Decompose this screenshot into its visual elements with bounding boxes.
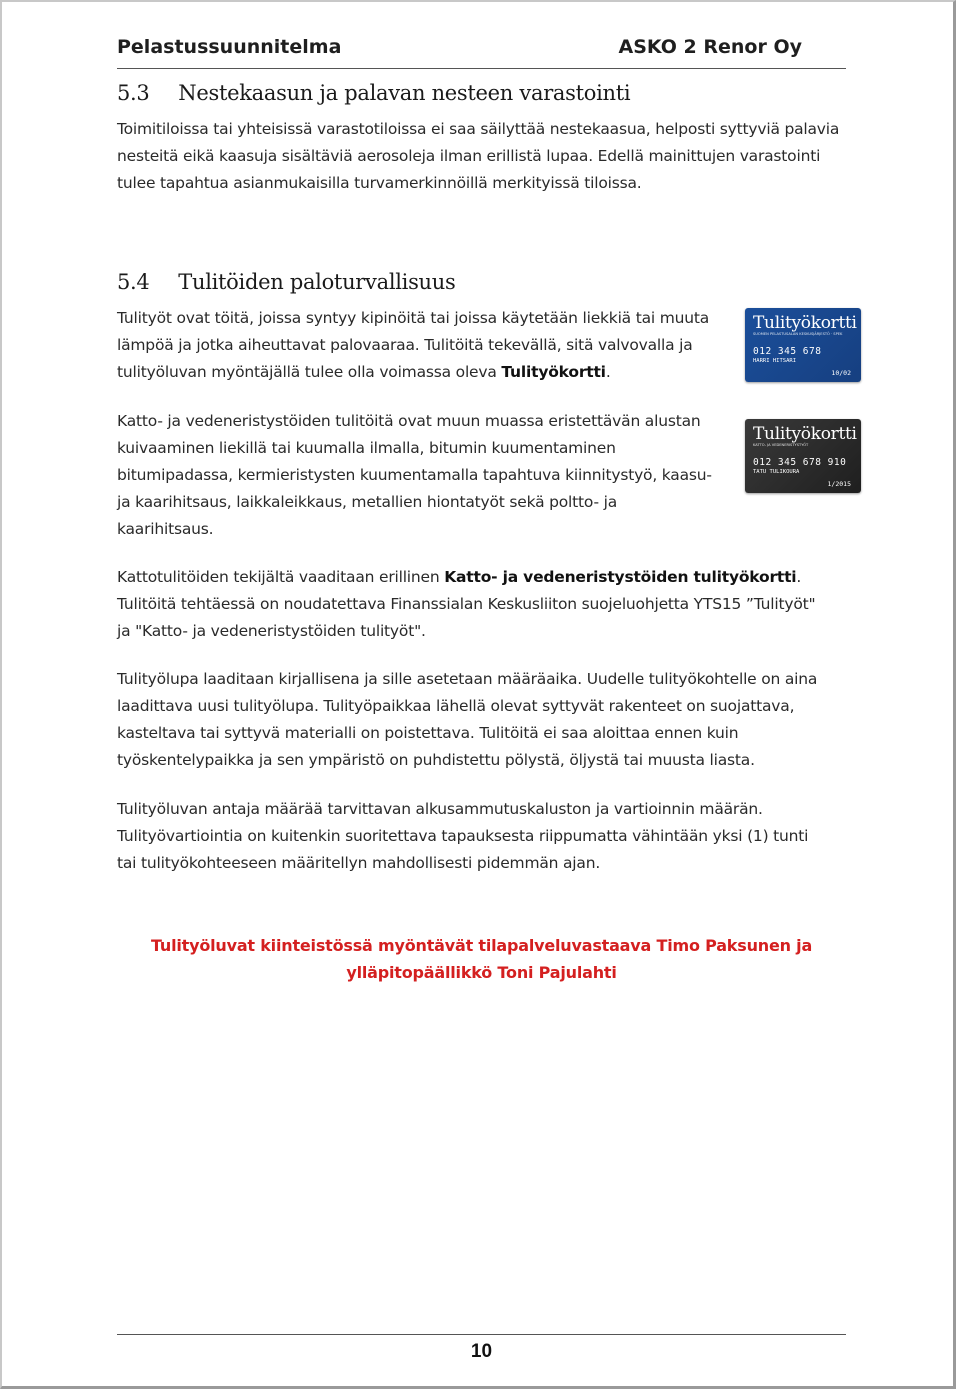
card-name-emphasis: Tulityökortti [501,363,606,381]
text-line: kuivaaminen liekillä tai kuumalla ilmalla, bitumin kuumentaminen [117,439,616,457]
card-title: Tulityökortti [753,424,857,444]
text-line: laadittava uusi tulityölupa. Tulityöpaikkaa lähellä olevat syttyvät rakenteet on suojattava, [117,697,795,715]
card-number: 012 345 678 [753,346,822,357]
text-line: nesteitä eikä kaasuja sisältäviä aerosoleja ilman erillistä lupaa. Edellä mainittujen varastointi [117,147,821,165]
text-line: Tulitöitä tehtäessä on noudatettava Finanssialan Keskusliiton suojeluohjetta YTS15 ”Tulityöt" [117,595,816,613]
section-title: Nestekaasun ja palavan nesteen varastointi [178,81,631,105]
text-line: tai tulityökohteeseen määritellyn mahdollisesti pidemmän ajan. [117,854,601,872]
text-line: kasteltava tai syttyvä materialli on poistettava. Tulitöitä ei saa aloittaa ennen kuin [117,724,739,742]
text-line: bitumipadassa, kermieristysten kuumentamalla tapahtuva kiinnitystyö, kaasu- [117,466,712,484]
fire-work-card-image [745,308,861,382]
card-subtitle: SUOMEN PELASTUSALAN KESKUSJÄRJESTÖ · SPEK [753,332,843,336]
card-valid-date: 1/2015 [827,480,851,488]
page-number: 10 [470,1341,493,1362]
fire-work-definition-paragraph [117,305,737,386]
header-divider [117,68,846,69]
fire-work-permit-paragraph [117,666,817,774]
text-line: tulityöluvan myöntäjällä tulee olla voimassa oleva Tulityökortti. [117,363,611,381]
text-line: Toimitiloissa tai yhteisissä varastotiloissa ei saa säilyttää nestekaasua, helposti syttyviä palavia [117,120,840,138]
section-5-4-heading [117,270,455,294]
text-line: Tulityövartiointia on kuitenkin suoritettava tapauksesta riippumatta vähintään yksi (1) tunti [117,827,809,845]
text-line: Katto- ja vedeneristystöiden tulitöitä ovat muun muassa eristettävän alustan [117,412,701,430]
section-5-3-paragraph [117,116,839,197]
section-5-3-heading [117,81,630,105]
card-holder-name: TATU TULIKOURA [753,469,800,475]
roof-fire-work-paragraph [117,408,737,543]
text-line: Kattotulitöiden tekijältä vaaditaan erillinen Katto- ja vedeneristystöiden tulityökortti. [117,568,802,586]
text-line: ja "Katto- ja vedeneristystöiden tulityöt". [117,622,426,640]
card-holder-name: HARRI HITSARI [753,358,797,364]
permit-authority-notice [117,932,846,986]
text-line: Tulityöluvat kiinteistössä myöntävät tilapalveluvastaava Timo Paksunen ja [150,936,813,955]
company-name: ASKO 2 Renor Oy [618,36,802,58]
text-line: lämpöä ja jotka aiheuttavat palovaaraa. Tulitöitä tekevällä, sitä valvovalla ja [117,336,693,354]
section-number: 5.4 [117,270,150,294]
text-line: Tulityölupa laaditaan kirjallisena ja sille asetetaan määräaika. Uudelle tulityökohtelle on aina [117,670,818,688]
text-line: ja kaarihitsaus, laikkaleikkaus, metallien hiontatyöt sekä poltto- ja [117,493,618,511]
text-line: työskentelypaikka ja sen ympäristö on puhdistettu pölystä, öljystä tai muusta liasta. [117,751,755,769]
document-title: Pelastussuunnitelma [117,36,342,58]
fire-watch-paragraph [117,796,808,877]
section-title: Tulitöiden paloturvallisuus [178,270,456,294]
text-line: Tulityöluvan antaja määrää tarvittavan alkusammutuskaluston ja vartioinnin määrän. [117,800,763,818]
text-line: Tulityöt ovat töitä, joissa syntyy kipinöitä tai joissa käytetään liekkiä tai muuta [117,309,710,327]
card-number: 012 345 678 910 [753,457,847,468]
card-valid-date: 10/02 [831,369,851,377]
section-number: 5.3 [117,81,150,105]
footer-divider [117,1334,846,1335]
card-subtitle: KATTO- JA VEDENERISTYSTYÖT [753,443,809,447]
card-title: Tulityökortti [753,313,857,333]
text-line: kaarihitsaus. [117,520,214,538]
roof-card-requirement-paragraph [117,564,815,645]
text-line: tulee tapahtua asianmukaisilla turvamerkinnöillä merkityissä tiloissa. [117,174,642,192]
text-line: ylläpitopäällikkö Toni Pajulahti [346,963,617,982]
roof-card-emphasis: Katto- ja vedeneristystöiden tulityökortti [444,568,797,586]
roof-fire-work-card-image [745,419,861,493]
